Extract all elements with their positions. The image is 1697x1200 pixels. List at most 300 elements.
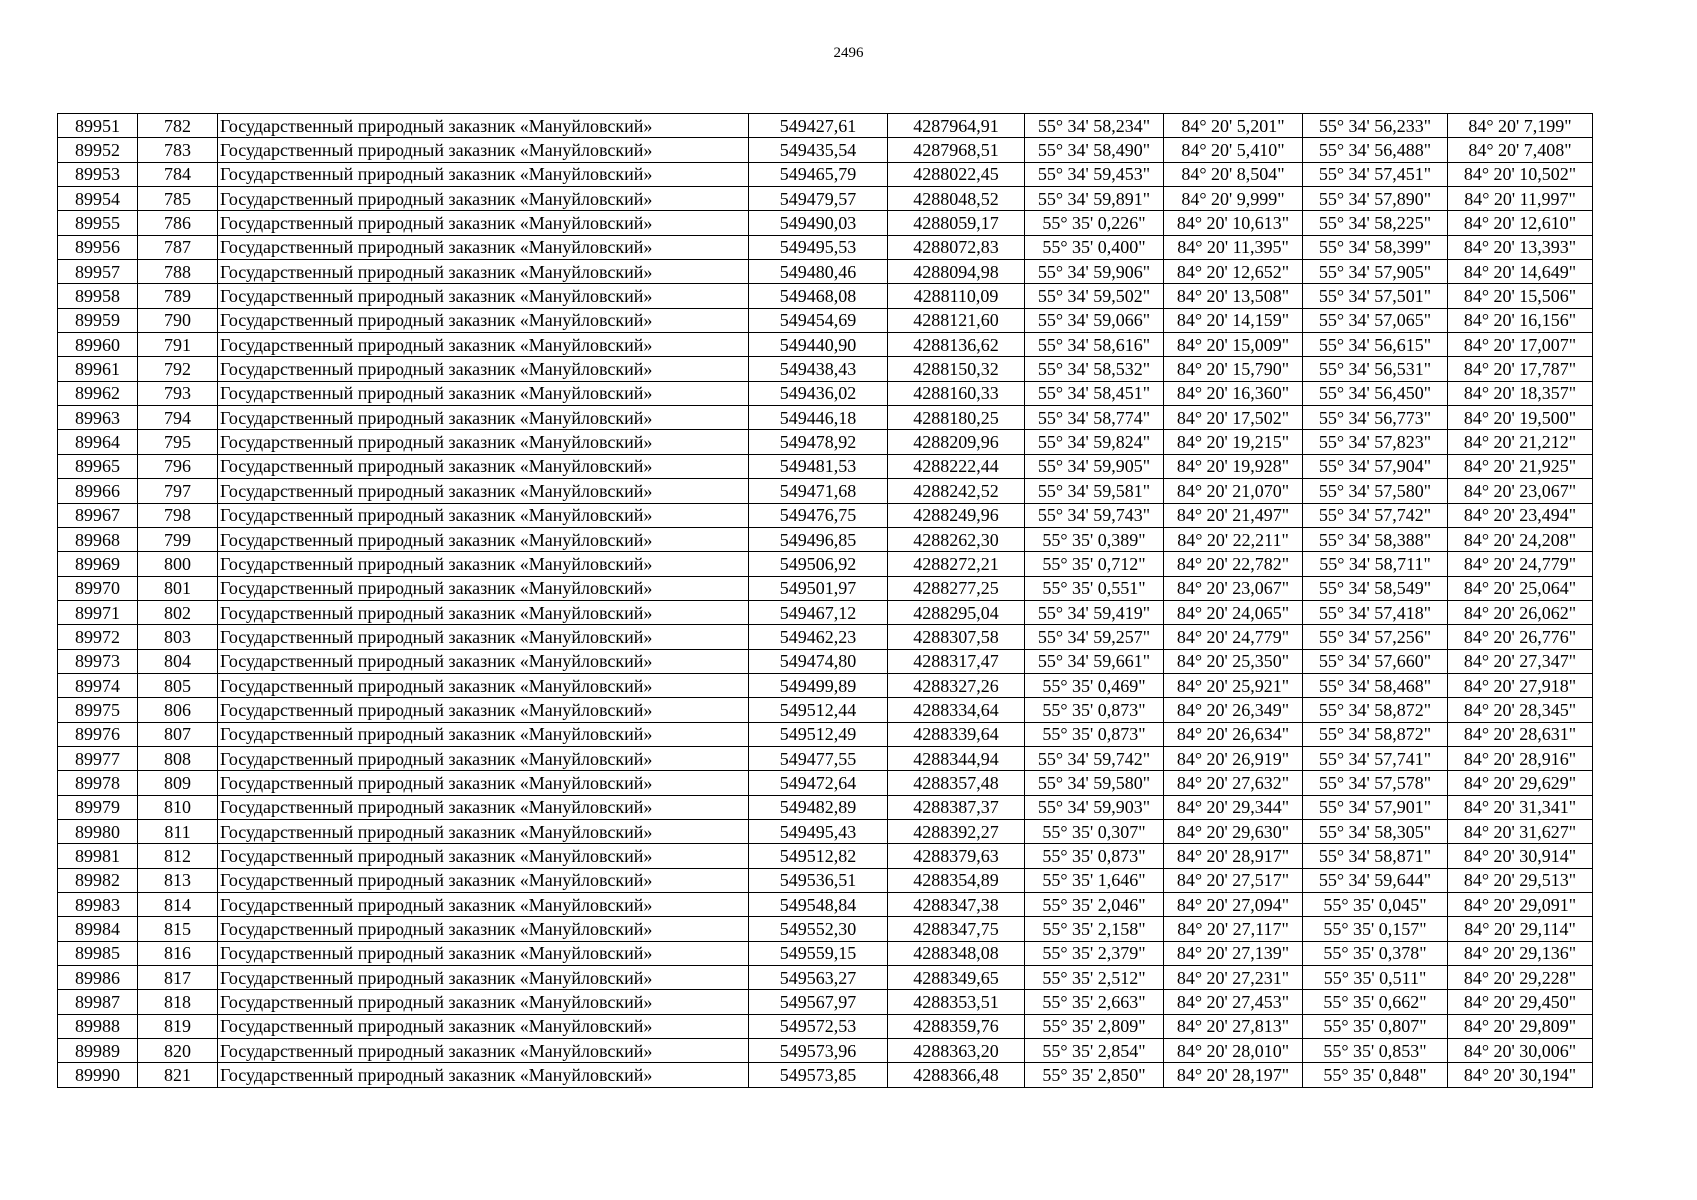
row-id-cell: 89983 bbox=[58, 893, 138, 917]
object-name-cell: Государственный природный заказник «Мануйловский» bbox=[218, 893, 749, 917]
row-id-cell: 89972 bbox=[58, 625, 138, 649]
table-row bbox=[58, 722, 1593, 746]
table-row bbox=[58, 966, 1593, 990]
object-name-cell: Государственный природный заказник «Мануйловский» bbox=[218, 1014, 749, 1038]
table-row bbox=[58, 868, 1593, 892]
latitude-2-cell: 55° 34' 56,233" bbox=[1303, 114, 1448, 138]
longitude-2-cell: 84° 20' 26,776" bbox=[1448, 625, 1593, 649]
y-coordinate-cell: 4288348,08 bbox=[888, 941, 1025, 965]
latitude-2-cell: 55° 34' 57,901" bbox=[1303, 795, 1448, 819]
longitude-1-cell: 84° 20' 17,502" bbox=[1164, 406, 1303, 430]
point-number-cell: 783 bbox=[138, 138, 218, 162]
longitude-2-cell: 84° 20' 7,408" bbox=[1448, 138, 1593, 162]
latitude-1-cell: 55° 35' 2,663" bbox=[1025, 990, 1164, 1014]
latitude-2-cell: 55° 35' 0,848" bbox=[1303, 1063, 1448, 1087]
table-row bbox=[58, 527, 1593, 551]
table-row bbox=[58, 576, 1593, 600]
y-coordinate-cell: 4288359,76 bbox=[888, 1014, 1025, 1038]
longitude-2-cell: 84° 20' 15,506" bbox=[1448, 284, 1593, 308]
longitude-2-cell: 84° 20' 17,007" bbox=[1448, 333, 1593, 357]
point-number-cell: 788 bbox=[138, 260, 218, 284]
y-coordinate-cell: 4288347,38 bbox=[888, 893, 1025, 917]
longitude-1-cell: 84° 20' 13,508" bbox=[1164, 284, 1303, 308]
y-coordinate-cell: 4288392,27 bbox=[888, 819, 1025, 843]
table-row bbox=[58, 138, 1593, 162]
x-coordinate-cell: 549506,92 bbox=[749, 552, 888, 576]
latitude-2-cell: 55° 34' 56,488" bbox=[1303, 138, 1448, 162]
latitude-1-cell: 55° 35' 0,712" bbox=[1025, 552, 1164, 576]
x-coordinate-cell: 549512,44 bbox=[749, 698, 888, 722]
table-row bbox=[58, 162, 1593, 186]
y-coordinate-cell: 4288059,17 bbox=[888, 211, 1025, 235]
table-row bbox=[58, 357, 1593, 381]
x-coordinate-cell: 549472,64 bbox=[749, 771, 888, 795]
x-coordinate-cell: 549440,90 bbox=[749, 333, 888, 357]
table-row bbox=[58, 844, 1593, 868]
row-id-cell: 89978 bbox=[58, 771, 138, 795]
y-coordinate-cell: 4288353,51 bbox=[888, 990, 1025, 1014]
longitude-2-cell: 84° 20' 29,136" bbox=[1448, 941, 1593, 965]
object-name-cell: Государственный природный заказник «Мануйловский» bbox=[218, 308, 749, 332]
latitude-2-cell: 55° 34' 58,399" bbox=[1303, 235, 1448, 259]
longitude-1-cell: 84° 20' 5,201" bbox=[1164, 114, 1303, 138]
table-row bbox=[58, 893, 1593, 917]
longitude-1-cell: 84° 20' 24,779" bbox=[1164, 625, 1303, 649]
row-id-cell: 89986 bbox=[58, 966, 138, 990]
x-coordinate-cell: 549468,08 bbox=[749, 284, 888, 308]
y-coordinate-cell: 4288307,58 bbox=[888, 625, 1025, 649]
longitude-2-cell: 84° 20' 28,631" bbox=[1448, 722, 1593, 746]
x-coordinate-cell: 549436,02 bbox=[749, 381, 888, 405]
table-row bbox=[58, 114, 1593, 138]
row-id-cell: 89985 bbox=[58, 941, 138, 965]
y-coordinate-cell: 4288366,48 bbox=[888, 1063, 1025, 1087]
object-name-cell: Государственный природный заказник «Мануйловский» bbox=[218, 430, 749, 454]
x-coordinate-cell: 549479,57 bbox=[749, 187, 888, 211]
object-name-cell: Государственный природный заказник «Мануйловский» bbox=[218, 819, 749, 843]
row-id-cell: 89969 bbox=[58, 552, 138, 576]
row-id-cell: 89971 bbox=[58, 600, 138, 624]
latitude-2-cell: 55° 34' 57,742" bbox=[1303, 503, 1448, 527]
longitude-1-cell: 84° 20' 12,652" bbox=[1164, 260, 1303, 284]
row-id-cell: 89966 bbox=[58, 479, 138, 503]
y-coordinate-cell: 4288387,37 bbox=[888, 795, 1025, 819]
latitude-2-cell: 55° 34' 56,615" bbox=[1303, 333, 1448, 357]
latitude-1-cell: 55° 34' 59,903" bbox=[1025, 795, 1164, 819]
x-coordinate-cell: 549490,03 bbox=[749, 211, 888, 235]
y-coordinate-cell: 4288357,48 bbox=[888, 771, 1025, 795]
latitude-1-cell: 55° 34' 59,891" bbox=[1025, 187, 1164, 211]
point-number-cell: 784 bbox=[138, 162, 218, 186]
row-id-cell: 89975 bbox=[58, 698, 138, 722]
point-number-cell: 804 bbox=[138, 649, 218, 673]
longitude-1-cell: 84° 20' 26,919" bbox=[1164, 746, 1303, 770]
latitude-2-cell: 55° 34' 56,531" bbox=[1303, 357, 1448, 381]
y-coordinate-cell: 4288150,32 bbox=[888, 357, 1025, 381]
table-row bbox=[58, 625, 1593, 649]
x-coordinate-cell: 549536,51 bbox=[749, 868, 888, 892]
latitude-1-cell: 55° 34' 59,743" bbox=[1025, 503, 1164, 527]
longitude-1-cell: 84° 20' 27,813" bbox=[1164, 1014, 1303, 1038]
latitude-2-cell: 55° 34' 57,904" bbox=[1303, 454, 1448, 478]
longitude-2-cell: 84° 20' 7,199" bbox=[1448, 114, 1593, 138]
row-id-cell: 89962 bbox=[58, 381, 138, 405]
table-row bbox=[58, 917, 1593, 941]
latitude-1-cell: 55° 34' 58,490" bbox=[1025, 138, 1164, 162]
object-name-cell: Государственный природный заказник «Мануйловский» bbox=[218, 673, 749, 697]
point-number-cell: 809 bbox=[138, 771, 218, 795]
table-row bbox=[58, 406, 1593, 430]
table-row bbox=[58, 795, 1593, 819]
x-coordinate-cell: 549446,18 bbox=[749, 406, 888, 430]
longitude-2-cell: 84° 20' 23,494" bbox=[1448, 503, 1593, 527]
object-name-cell: Государственный природный заказник «Мануйловский» bbox=[218, 235, 749, 259]
longitude-2-cell: 84° 20' 29,450" bbox=[1448, 990, 1593, 1014]
object-name-cell: Государственный природный заказник «Мануйловский» bbox=[218, 698, 749, 722]
longitude-2-cell: 84° 20' 12,610" bbox=[1448, 211, 1593, 235]
latitude-1-cell: 55° 35' 2,809" bbox=[1025, 1014, 1164, 1038]
y-coordinate-cell: 4288327,26 bbox=[888, 673, 1025, 697]
object-name-cell: Государственный природный заказник «Мануйловский» bbox=[218, 503, 749, 527]
object-name-cell: Государственный природный заказник «Мануйловский» bbox=[218, 260, 749, 284]
object-name-cell: Государственный природный заказник «Мануйловский» bbox=[218, 333, 749, 357]
latitude-2-cell: 55° 34' 58,711" bbox=[1303, 552, 1448, 576]
row-id-cell: 89973 bbox=[58, 649, 138, 673]
longitude-1-cell: 84° 20' 27,453" bbox=[1164, 990, 1303, 1014]
latitude-1-cell: 55° 34' 59,905" bbox=[1025, 454, 1164, 478]
row-id-cell: 89977 bbox=[58, 746, 138, 770]
y-coordinate-cell: 4288022,45 bbox=[888, 162, 1025, 186]
latitude-2-cell: 55° 34' 57,580" bbox=[1303, 479, 1448, 503]
point-number-cell: 808 bbox=[138, 746, 218, 770]
y-coordinate-cell: 4288121,60 bbox=[888, 308, 1025, 332]
longitude-2-cell: 84° 20' 10,502" bbox=[1448, 162, 1593, 186]
row-id-cell: 89963 bbox=[58, 406, 138, 430]
point-number-cell: 802 bbox=[138, 600, 218, 624]
row-id-cell: 89952 bbox=[58, 138, 138, 162]
object-name-cell: Государственный природный заказник «Мануйловский» bbox=[218, 552, 749, 576]
point-number-cell: 790 bbox=[138, 308, 218, 332]
longitude-1-cell: 84° 20' 27,632" bbox=[1164, 771, 1303, 795]
point-number-cell: 800 bbox=[138, 552, 218, 576]
table-row bbox=[58, 771, 1593, 795]
longitude-2-cell: 84° 20' 16,156" bbox=[1448, 308, 1593, 332]
latitude-2-cell: 55° 34' 57,256" bbox=[1303, 625, 1448, 649]
table-row bbox=[58, 211, 1593, 235]
x-coordinate-cell: 549559,15 bbox=[749, 941, 888, 965]
row-id-cell: 89989 bbox=[58, 1039, 138, 1063]
x-coordinate-cell: 549572,53 bbox=[749, 1014, 888, 1038]
longitude-1-cell: 84° 20' 24,065" bbox=[1164, 600, 1303, 624]
latitude-1-cell: 55° 34' 59,419" bbox=[1025, 600, 1164, 624]
y-coordinate-cell: 4288048,52 bbox=[888, 187, 1025, 211]
y-coordinate-cell: 4288136,62 bbox=[888, 333, 1025, 357]
point-number-cell: 787 bbox=[138, 235, 218, 259]
latitude-1-cell: 55° 35' 2,854" bbox=[1025, 1039, 1164, 1063]
longitude-1-cell: 84° 20' 22,211" bbox=[1164, 527, 1303, 551]
y-coordinate-cell: 4288094,98 bbox=[888, 260, 1025, 284]
x-coordinate-cell: 549495,53 bbox=[749, 235, 888, 259]
object-name-cell: Государственный природный заказник «Мануйловский» bbox=[218, 917, 749, 941]
latitude-1-cell: 55° 34' 58,451" bbox=[1025, 381, 1164, 405]
latitude-2-cell: 55° 34' 57,890" bbox=[1303, 187, 1448, 211]
point-number-cell: 796 bbox=[138, 454, 218, 478]
latitude-1-cell: 55° 34' 58,234" bbox=[1025, 114, 1164, 138]
latitude-2-cell: 55° 34' 57,578" bbox=[1303, 771, 1448, 795]
table-row bbox=[58, 1014, 1593, 1038]
latitude-1-cell: 55° 34' 59,257" bbox=[1025, 625, 1164, 649]
point-number-cell: 805 bbox=[138, 673, 218, 697]
x-coordinate-cell: 549471,68 bbox=[749, 479, 888, 503]
longitude-1-cell: 84° 20' 16,360" bbox=[1164, 381, 1303, 405]
table-row bbox=[58, 698, 1593, 722]
latitude-2-cell: 55° 35' 0,045" bbox=[1303, 893, 1448, 917]
x-coordinate-cell: 549465,79 bbox=[749, 162, 888, 186]
object-name-cell: Государственный природный заказник «Мануйловский» bbox=[218, 138, 749, 162]
point-number-cell: 786 bbox=[138, 211, 218, 235]
row-id-cell: 89980 bbox=[58, 819, 138, 843]
latitude-2-cell: 55° 34' 58,549" bbox=[1303, 576, 1448, 600]
row-id-cell: 89968 bbox=[58, 527, 138, 551]
longitude-2-cell: 84° 20' 25,064" bbox=[1448, 576, 1593, 600]
longitude-2-cell: 84° 20' 17,787" bbox=[1448, 357, 1593, 381]
point-number-cell: 803 bbox=[138, 625, 218, 649]
x-coordinate-cell: 549467,12 bbox=[749, 600, 888, 624]
latitude-1-cell: 55° 34' 59,580" bbox=[1025, 771, 1164, 795]
latitude-2-cell: 55° 34' 58,225" bbox=[1303, 211, 1448, 235]
row-id-cell: 89970 bbox=[58, 576, 138, 600]
longitude-1-cell: 84° 20' 19,215" bbox=[1164, 430, 1303, 454]
x-coordinate-cell: 549552,30 bbox=[749, 917, 888, 941]
row-id-cell: 89967 bbox=[58, 503, 138, 527]
object-name-cell: Государственный природный заказник «Мануйловский» bbox=[218, 600, 749, 624]
row-id-cell: 89953 bbox=[58, 162, 138, 186]
y-coordinate-cell: 4288160,33 bbox=[888, 381, 1025, 405]
latitude-2-cell: 55° 34' 59,644" bbox=[1303, 868, 1448, 892]
latitude-2-cell: 55° 34' 57,823" bbox=[1303, 430, 1448, 454]
y-coordinate-cell: 4288209,96 bbox=[888, 430, 1025, 454]
object-name-cell: Государственный природный заказник «Мануйловский» bbox=[218, 576, 749, 600]
table-body bbox=[58, 114, 1593, 1088]
row-id-cell: 89976 bbox=[58, 722, 138, 746]
row-id-cell: 89956 bbox=[58, 235, 138, 259]
x-coordinate-cell: 549480,46 bbox=[749, 260, 888, 284]
longitude-1-cell: 84° 20' 21,070" bbox=[1164, 479, 1303, 503]
latitude-2-cell: 55° 34' 57,501" bbox=[1303, 284, 1448, 308]
x-coordinate-cell: 549476,75 bbox=[749, 503, 888, 527]
longitude-2-cell: 84° 20' 14,649" bbox=[1448, 260, 1593, 284]
point-number-cell: 806 bbox=[138, 698, 218, 722]
object-name-cell: Государственный природный заказник «Мануйловский» bbox=[218, 722, 749, 746]
longitude-2-cell: 84° 20' 29,091" bbox=[1448, 893, 1593, 917]
longitude-1-cell: 84° 20' 21,497" bbox=[1164, 503, 1303, 527]
x-coordinate-cell: 549567,97 bbox=[749, 990, 888, 1014]
longitude-2-cell: 84° 20' 31,341" bbox=[1448, 795, 1593, 819]
x-coordinate-cell: 549512,82 bbox=[749, 844, 888, 868]
row-id-cell: 89988 bbox=[58, 1014, 138, 1038]
x-coordinate-cell: 549427,61 bbox=[749, 114, 888, 138]
latitude-1-cell: 55° 35' 0,389" bbox=[1025, 527, 1164, 551]
longitude-2-cell: 84° 20' 19,500" bbox=[1448, 406, 1593, 430]
latitude-1-cell: 55° 35' 0,873" bbox=[1025, 722, 1164, 746]
latitude-1-cell: 55° 35' 0,400" bbox=[1025, 235, 1164, 259]
longitude-1-cell: 84° 20' 29,344" bbox=[1164, 795, 1303, 819]
longitude-1-cell: 84° 20' 19,928" bbox=[1164, 454, 1303, 478]
longitude-1-cell: 84° 20' 27,517" bbox=[1164, 868, 1303, 892]
longitude-2-cell: 84° 20' 27,347" bbox=[1448, 649, 1593, 673]
latitude-1-cell: 55° 34' 59,824" bbox=[1025, 430, 1164, 454]
point-number-cell: 814 bbox=[138, 893, 218, 917]
longitude-2-cell: 84° 20' 24,779" bbox=[1448, 552, 1593, 576]
longitude-1-cell: 84° 20' 27,094" bbox=[1164, 893, 1303, 917]
latitude-1-cell: 55° 35' 1,646" bbox=[1025, 868, 1164, 892]
x-coordinate-cell: 549501,97 bbox=[749, 576, 888, 600]
y-coordinate-cell: 4288349,65 bbox=[888, 966, 1025, 990]
y-coordinate-cell: 4288272,21 bbox=[888, 552, 1025, 576]
longitude-1-cell: 84° 20' 15,790" bbox=[1164, 357, 1303, 381]
point-number-cell: 807 bbox=[138, 722, 218, 746]
longitude-1-cell: 84° 20' 28,917" bbox=[1164, 844, 1303, 868]
object-name-cell: Государственный природный заказник «Мануйловский» bbox=[218, 406, 749, 430]
x-coordinate-cell: 549478,92 bbox=[749, 430, 888, 454]
latitude-1-cell: 55° 35' 2,046" bbox=[1025, 893, 1164, 917]
latitude-2-cell: 55° 34' 57,418" bbox=[1303, 600, 1448, 624]
longitude-2-cell: 84° 20' 28,345" bbox=[1448, 698, 1593, 722]
coordinates-table bbox=[57, 113, 1593, 1088]
longitude-1-cell: 84° 20' 29,630" bbox=[1164, 819, 1303, 843]
object-name-cell: Государственный природный заказник «Мануйловский» bbox=[218, 284, 749, 308]
table-row bbox=[58, 308, 1593, 332]
object-name-cell: Государственный природный заказник «Мануйловский» bbox=[218, 162, 749, 186]
y-coordinate-cell: 4287964,91 bbox=[888, 114, 1025, 138]
table-row bbox=[58, 187, 1593, 211]
latitude-2-cell: 55° 34' 58,468" bbox=[1303, 673, 1448, 697]
latitude-2-cell: 55° 35' 0,511" bbox=[1303, 966, 1448, 990]
latitude-2-cell: 55° 34' 57,065" bbox=[1303, 308, 1448, 332]
y-coordinate-cell: 4288354,89 bbox=[888, 868, 1025, 892]
object-name-cell: Государственный природный заказник «Мануйловский» bbox=[218, 1063, 749, 1087]
y-coordinate-cell: 4288344,94 bbox=[888, 746, 1025, 770]
row-id-cell: 89990 bbox=[58, 1063, 138, 1087]
table-row bbox=[58, 600, 1593, 624]
latitude-1-cell: 55° 34' 59,661" bbox=[1025, 649, 1164, 673]
latitude-2-cell: 55° 34' 56,450" bbox=[1303, 381, 1448, 405]
latitude-1-cell: 55° 35' 0,226" bbox=[1025, 211, 1164, 235]
latitude-1-cell: 55° 34' 58,616" bbox=[1025, 333, 1164, 357]
row-id-cell: 89979 bbox=[58, 795, 138, 819]
x-coordinate-cell: 549563,27 bbox=[749, 966, 888, 990]
object-name-cell: Государственный природный заказник «Мануйловский» bbox=[218, 625, 749, 649]
longitude-2-cell: 84° 20' 28,916" bbox=[1448, 746, 1593, 770]
x-coordinate-cell: 549474,80 bbox=[749, 649, 888, 673]
x-coordinate-cell: 549573,85 bbox=[749, 1063, 888, 1087]
latitude-2-cell: 55° 35' 0,662" bbox=[1303, 990, 1448, 1014]
point-number-cell: 812 bbox=[138, 844, 218, 868]
object-name-cell: Государственный природный заказник «Мануйловский» bbox=[218, 114, 749, 138]
latitude-1-cell: 55° 34' 59,906" bbox=[1025, 260, 1164, 284]
y-coordinate-cell: 4288277,25 bbox=[888, 576, 1025, 600]
row-id-cell: 89951 bbox=[58, 114, 138, 138]
table-row bbox=[58, 941, 1593, 965]
latitude-2-cell: 55° 35' 0,853" bbox=[1303, 1039, 1448, 1063]
longitude-2-cell: 84° 20' 29,228" bbox=[1448, 966, 1593, 990]
longitude-1-cell: 84° 20' 27,139" bbox=[1164, 941, 1303, 965]
longitude-1-cell: 84° 20' 25,350" bbox=[1164, 649, 1303, 673]
point-number-cell: 810 bbox=[138, 795, 218, 819]
latitude-1-cell: 55° 35' 2,850" bbox=[1025, 1063, 1164, 1087]
point-number-cell: 785 bbox=[138, 187, 218, 211]
object-name-cell: Государственный природный заказник «Мануйловский» bbox=[218, 1039, 749, 1063]
row-id-cell: 89974 bbox=[58, 673, 138, 697]
latitude-1-cell: 55° 35' 0,307" bbox=[1025, 819, 1164, 843]
x-coordinate-cell: 549438,43 bbox=[749, 357, 888, 381]
x-coordinate-cell: 549496,85 bbox=[749, 527, 888, 551]
object-name-cell: Государственный природный заказник «Мануйловский» bbox=[218, 844, 749, 868]
longitude-1-cell: 84° 20' 28,197" bbox=[1164, 1063, 1303, 1087]
table-row bbox=[58, 819, 1593, 843]
object-name-cell: Государственный природный заказник «Мануйловский» bbox=[218, 357, 749, 381]
object-name-cell: Государственный природный заказник «Мануйловский» bbox=[218, 990, 749, 1014]
x-coordinate-cell: 549435,54 bbox=[749, 138, 888, 162]
latitude-1-cell: 55° 34' 58,532" bbox=[1025, 357, 1164, 381]
point-number-cell: 792 bbox=[138, 357, 218, 381]
row-id-cell: 89987 bbox=[58, 990, 138, 1014]
longitude-1-cell: 84° 20' 28,010" bbox=[1164, 1039, 1303, 1063]
object-name-cell: Государственный природный заказник «Мануйловский» bbox=[218, 479, 749, 503]
row-id-cell: 89961 bbox=[58, 357, 138, 381]
point-number-cell: 819 bbox=[138, 1014, 218, 1038]
table-row bbox=[58, 990, 1593, 1014]
y-coordinate-cell: 4288242,52 bbox=[888, 479, 1025, 503]
longitude-1-cell: 84° 20' 27,117" bbox=[1164, 917, 1303, 941]
x-coordinate-cell: 549548,84 bbox=[749, 893, 888, 917]
y-coordinate-cell: 4288110,09 bbox=[888, 284, 1025, 308]
longitude-2-cell: 84° 20' 18,357" bbox=[1448, 381, 1593, 405]
longitude-2-cell: 84° 20' 23,067" bbox=[1448, 479, 1593, 503]
x-coordinate-cell: 549481,53 bbox=[749, 454, 888, 478]
y-coordinate-cell: 4288295,04 bbox=[888, 600, 1025, 624]
point-number-cell: 798 bbox=[138, 503, 218, 527]
point-number-cell: 811 bbox=[138, 819, 218, 843]
object-name-cell: Государственный природный заказник «Мануйловский» bbox=[218, 771, 749, 795]
object-name-cell: Государственный природный заказник «Мануйловский» bbox=[218, 868, 749, 892]
table-row bbox=[58, 430, 1593, 454]
point-number-cell: 815 bbox=[138, 917, 218, 941]
object-name-cell: Государственный природный заказник «Мануйловский» bbox=[218, 746, 749, 770]
row-id-cell: 89959 bbox=[58, 308, 138, 332]
longitude-2-cell: 84° 20' 29,114" bbox=[1448, 917, 1593, 941]
latitude-2-cell: 55° 34' 58,872" bbox=[1303, 722, 1448, 746]
table-row bbox=[58, 552, 1593, 576]
row-id-cell: 89958 bbox=[58, 284, 138, 308]
longitude-2-cell: 84° 20' 11,997" bbox=[1448, 187, 1593, 211]
object-name-cell: Государственный природный заказник «Мануйловский» bbox=[218, 454, 749, 478]
object-name-cell: Государственный природный заказник «Мануйловский» bbox=[218, 381, 749, 405]
latitude-1-cell: 55° 34' 59,742" bbox=[1025, 746, 1164, 770]
row-id-cell: 89955 bbox=[58, 211, 138, 235]
x-coordinate-cell: 549454,69 bbox=[749, 308, 888, 332]
latitude-1-cell: 55° 34' 59,502" bbox=[1025, 284, 1164, 308]
y-coordinate-cell: 4288339,64 bbox=[888, 722, 1025, 746]
longitude-1-cell: 84° 20' 10,613" bbox=[1164, 211, 1303, 235]
point-number-cell: 799 bbox=[138, 527, 218, 551]
longitude-1-cell: 84° 20' 25,921" bbox=[1164, 673, 1303, 697]
x-coordinate-cell: 549573,96 bbox=[749, 1039, 888, 1063]
point-number-cell: 821 bbox=[138, 1063, 218, 1087]
y-coordinate-cell: 4288317,47 bbox=[888, 649, 1025, 673]
x-coordinate-cell: 549512,49 bbox=[749, 722, 888, 746]
point-number-cell: 820 bbox=[138, 1039, 218, 1063]
